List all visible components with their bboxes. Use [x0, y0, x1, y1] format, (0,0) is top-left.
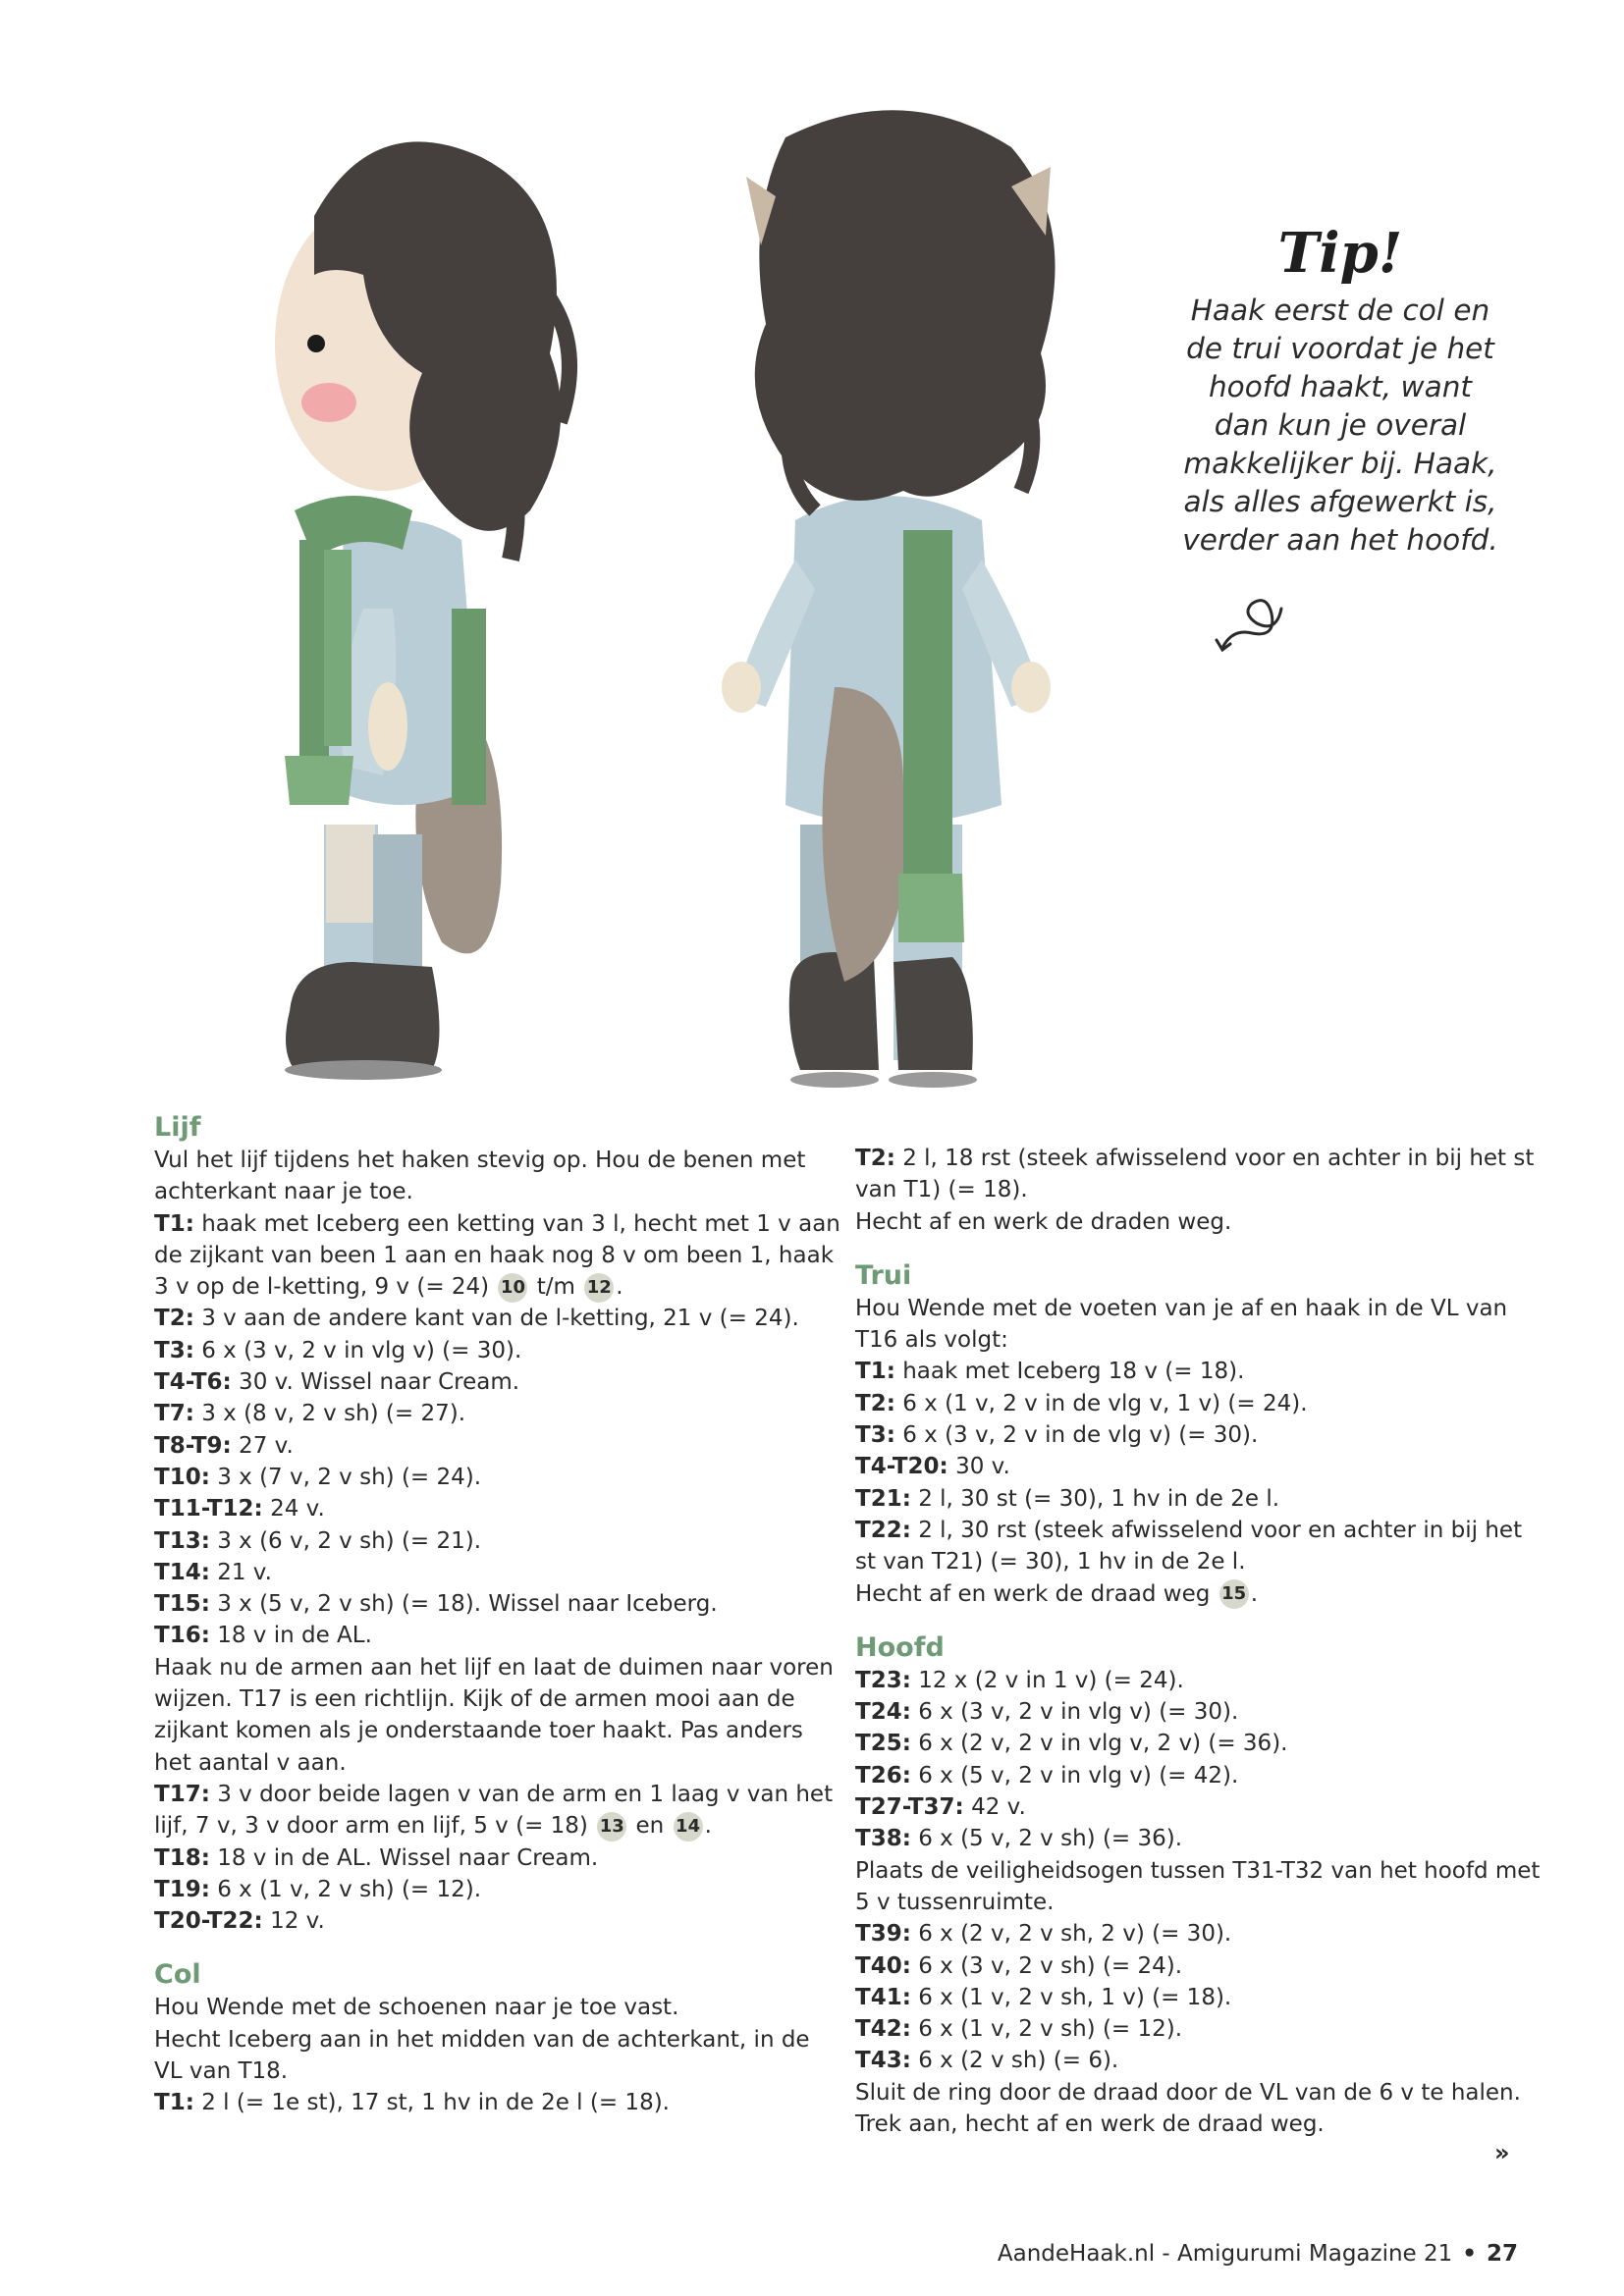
- lijf-row: [154, 1905, 841, 1937]
- trui-intro: Hou Wende met de voeten van je af en haak in de VL van T16 als volgt:: [855, 1295, 1508, 1354]
- row-label: T14:: [154, 1559, 210, 1585]
- hoofd-row: [855, 1728, 1543, 1759]
- trui-row: [855, 1356, 1543, 1387]
- tip-text: [1168, 292, 1512, 560]
- tip-box: [1168, 221, 1512, 560]
- lijf-row-t17: [154, 1779, 841, 1842]
- trui-row: [855, 1388, 1543, 1419]
- row-label: T4-T6:: [154, 1369, 232, 1396]
- tip-line: als alles afgewerkt is,: [1183, 485, 1497, 518]
- hoofd-row: [855, 1950, 1543, 1982]
- tip-line: makkelijker bij. Haak,: [1183, 447, 1497, 480]
- row-text: 42 v.: [963, 1794, 1026, 1821]
- section-title-hoofd: Hoofd: [855, 1631, 945, 1663]
- row-label: T15:: [154, 1591, 210, 1618]
- row-text: haak met Iceberg een ketting van 3 l, hecht met 1 v aan de zijkant van been 1 aan en haak nog 8 v om been 1, haak 3 v op de l-ketting, 9 v (= 24): [154, 1210, 840, 1301]
- hoofd-row: [855, 1823, 1543, 1854]
- row-label: T10:: [154, 1464, 210, 1490]
- row-label: T24:: [855, 1699, 911, 1726]
- tip-title: Tip!: [1277, 221, 1403, 286]
- section-title-col: Col: [154, 1959, 201, 1991]
- row-label: T16:: [154, 1623, 210, 1649]
- row-text: 12 x (2 v in 1 v) (= 24).: [910, 1667, 1184, 1693]
- row-text: 3 x (5 v, 2 v sh) (= 18). Wissel naar Iceberg.: [209, 1591, 718, 1618]
- page-number: 27: [1486, 2241, 1518, 2267]
- lijf-row: [154, 1588, 841, 1620]
- row-label: T1:: [154, 2090, 194, 2116]
- row-label: T4-T20:: [855, 1454, 948, 1480]
- page-footer: [998, 2241, 1518, 2267]
- footer-bullet: •: [1462, 2241, 1477, 2267]
- row-label: T40:: [855, 1952, 911, 1979]
- row-label: T26:: [855, 1762, 911, 1789]
- row-text: 6 x (3 v, 2 v in vlg v) (= 30).: [910, 1699, 1239, 1726]
- lijf-row: [154, 1525, 841, 1557]
- lijf-row: [154, 1462, 841, 1493]
- lijf-row: [154, 1335, 841, 1366]
- instructions-right-column: [855, 1143, 1543, 2140]
- tip-line: dan kun je overal: [1214, 408, 1467, 442]
- tip-line: Haak eerst de col en: [1190, 294, 1490, 327]
- lijf-row-t1: [154, 1208, 841, 1304]
- row-label: T11-T12:: [154, 1496, 263, 1522]
- swirl-arrow-icon: [1213, 589, 1291, 662]
- row-label: T3:: [855, 1422, 895, 1449]
- trui-row: [855, 1419, 1543, 1451]
- row-text: 3 x (7 v, 2 v sh) (= 24).: [209, 1464, 482, 1490]
- row-label: T43:: [855, 2048, 911, 2074]
- photo-ref-badge: 14: [674, 1812, 703, 1842]
- photo-ref-badge: 12: [584, 1273, 614, 1303]
- row-text: 6 x (3 v, 2 v in vlg v) (= 30).: [193, 1337, 522, 1363]
- hoofd-row: [855, 1665, 1543, 1696]
- row-label: T3:: [154, 1337, 194, 1363]
- photo-ref-badge: 15: [1219, 1579, 1249, 1609]
- col-line: Hecht Iceberg aan in het midden van de achterkant, in de VL van T18.: [154, 2026, 810, 2085]
- row-text: 18 v in de AL. Wissel naar Cream.: [209, 1844, 599, 1871]
- row-label: T17:: [154, 1781, 210, 1807]
- lijf-row: [154, 1557, 841, 1588]
- lijf-row: [154, 1398, 841, 1429]
- doll-back-illustration: [707, 98, 1100, 1109]
- trui-finish: [855, 1578, 1543, 1610]
- row-text: 6 x (1 v, 2 v in de vlg v, 1 v) (= 24).: [894, 1390, 1308, 1416]
- lijf-arms-note: Haak nu de armen aan het lijf en laat de duimen naar voren wijzen. T17 is een richtlijn. Kijk of de armen mooi aan de zijkant komen als je onderstaande toer haakt. Pas anders het aantal v aan.: [154, 1654, 834, 1776]
- row-text: t/m: [529, 1274, 583, 1301]
- trui-row: [855, 1451, 1543, 1482]
- lijf-row: [154, 1842, 841, 1874]
- lijf-row: [154, 1366, 841, 1398]
- row-text: 6 x (1 v, 2 v sh) (= 12).: [910, 2016, 1183, 2043]
- row-label: T21:: [855, 1485, 911, 1512]
- tip-line: de trui voordat je het: [1186, 332, 1494, 365]
- row-text: 30 v.: [947, 1454, 1010, 1480]
- row-text: 3 v door beide lagen v van de arm en 1 laag v van het lijf, 7 v, 3 v door arm en lijf, 5 v (= 18): [154, 1781, 834, 1840]
- row-label: T7:: [154, 1401, 194, 1427]
- row-text: 24 v.: [262, 1496, 325, 1522]
- hoofd-close: Sluit de ring door de draad door de VL van de 6 v te halen.: [855, 2079, 1521, 2106]
- row-text: 3 v aan de andere kant van de l-ketting, 21 v (= 24).: [193, 1306, 799, 1332]
- doll-side-photo: [255, 98, 619, 1099]
- row-label: T13:: [154, 1527, 210, 1554]
- row-text: 6 x (2 v, 2 v in vlg v, 2 v) (= 36).: [910, 1731, 1288, 1757]
- row-text: 12 v.: [262, 1908, 325, 1935]
- row-text: 3 x (6 v, 2 v sh) (= 21).: [209, 1527, 482, 1554]
- row-text: haak met Iceberg 18 v (= 18).: [894, 1359, 1245, 1385]
- col-line: Hou Wende met de schoenen naar je toe vast.: [154, 1995, 679, 2021]
- hoofd-row: [855, 1918, 1543, 1949]
- row-text: 6 x (2 v sh) (= 6).: [910, 2048, 1119, 2074]
- doll-back-photo: [707, 98, 1100, 1109]
- row-text: 6 x (1 v, 2 v sh) (= 12).: [209, 1876, 482, 1902]
- row-label: T2:: [855, 1390, 895, 1416]
- row-text: 2 l, 30 rst (steek afwisselend voor en achter in bij het st van T21) (= 30), 1 hv in de 2e l.: [855, 1517, 1523, 1575]
- row-label: T1:: [154, 1210, 194, 1237]
- lijf-row: [154, 1493, 841, 1524]
- lijf-row: [154, 1874, 841, 1905]
- row-text: 6 x (1 v, 2 v sh, 1 v) (= 18).: [910, 1984, 1232, 2010]
- row-text: 30 v. Wissel naar Cream.: [231, 1369, 520, 1396]
- row-text: 21 v.: [209, 1559, 272, 1585]
- row-text: 18 v in de AL.: [209, 1623, 372, 1649]
- row-label: T39:: [855, 1921, 911, 1948]
- tip-line: hoofd haakt, want: [1208, 370, 1472, 403]
- hoofd-row: [855, 1791, 1543, 1823]
- hoofd-row: [855, 2013, 1543, 2045]
- row-text: 6 x (5 v, 2 v sh) (= 36).: [910, 1826, 1183, 1852]
- row-label: T41:: [855, 1984, 911, 2010]
- hoofd-eyes-note: Plaats de veiligheidsogen tussen T31-T32 van het hoofd met 5 v tussenruimte.: [855, 1857, 1541, 1915]
- col-finish: Hecht af en werk de draden weg.: [855, 1208, 1232, 1235]
- row-text: Hecht af en werk de draad weg: [855, 1580, 1218, 1607]
- col-row: [154, 2087, 841, 2118]
- row-label: T23:: [855, 1667, 911, 1693]
- col-row: [855, 1143, 1543, 1206]
- row-text: .: [1250, 1580, 1258, 1607]
- row-label: T2:: [855, 1146, 895, 1171]
- row-label: T38:: [855, 1826, 911, 1852]
- lijf-row: [154, 1303, 841, 1334]
- photo-ref-badge: 13: [597, 1812, 626, 1842]
- hoofd-row: [855, 1760, 1543, 1791]
- row-label: T25:: [855, 1731, 911, 1757]
- row-label: T22:: [855, 1517, 911, 1543]
- section-title-trui: Trui: [855, 1259, 912, 1291]
- row-text: 2 l (= 1e st), 17 st, 1 hv in de 2e l (= 18).: [193, 2090, 670, 2116]
- row-text: .: [616, 1274, 623, 1301]
- row-text: .: [704, 1813, 712, 1840]
- row-text: 6 x (2 v, 2 v sh, 2 v) (= 30).: [910, 1921, 1232, 1948]
- lijf-row: [154, 1430, 841, 1462]
- row-label: T27-T37:: [855, 1794, 964, 1821]
- row-label: T2:: [154, 1306, 194, 1332]
- row-label: T18:: [154, 1844, 210, 1871]
- row-text: 2 l, 18 rst (steek afwisselend voor en achter in bij het st van T1) (= 18).: [855, 1146, 1535, 1203]
- trui-row: [855, 1515, 1543, 1578]
- hoofd-row: [855, 1982, 1543, 2013]
- lijf-row: [154, 1620, 841, 1651]
- hoofd-close: Trek aan, hecht af en werk de draad weg.: [855, 2111, 1325, 2138]
- trui-row: [855, 1483, 1543, 1515]
- lijf-intro: Vul het lijf tijdens het haken stevig op. Hou de benen met achterkant naar je toe.: [154, 1148, 806, 1205]
- row-text: en: [628, 1813, 672, 1840]
- footer-site: AandeHaak.nl - Amigurumi Magazine 21: [997, 2241, 1453, 2267]
- instructions-left-column: [154, 1111, 841, 2119]
- doll-side-illustration: [255, 98, 619, 1099]
- row-text: 6 x (3 v, 2 v sh) (= 24).: [910, 1952, 1183, 1979]
- section-title-lijf: Lijf: [154, 1112, 201, 1143]
- row-text: 6 x (3 v, 2 v in de vlg v) (= 30).: [894, 1422, 1259, 1449]
- photo-ref-badge: 10: [498, 1273, 527, 1303]
- row-text: 27 v.: [231, 1432, 294, 1459]
- tip-line: verder aan het hoofd.: [1182, 523, 1498, 557]
- row-label: T8-T9:: [154, 1432, 232, 1459]
- row-label: T42:: [855, 2016, 911, 2043]
- row-label: T20-T22:: [154, 1908, 263, 1935]
- row-text: 2 l, 30 st (= 30), 1 hv in de 2e l.: [910, 1485, 1280, 1512]
- hoofd-row: [855, 1696, 1543, 1728]
- continued-arrow-icon: »: [1494, 2139, 1510, 2166]
- hoofd-row: [855, 2045, 1543, 2076]
- row-label: T19:: [154, 1876, 210, 1902]
- row-text: 6 x (5 v, 2 v in vlg v) (= 42).: [910, 1762, 1239, 1789]
- row-text: 3 x (8 v, 2 v sh) (= 27).: [193, 1401, 466, 1427]
- row-label: T1:: [855, 1359, 895, 1385]
